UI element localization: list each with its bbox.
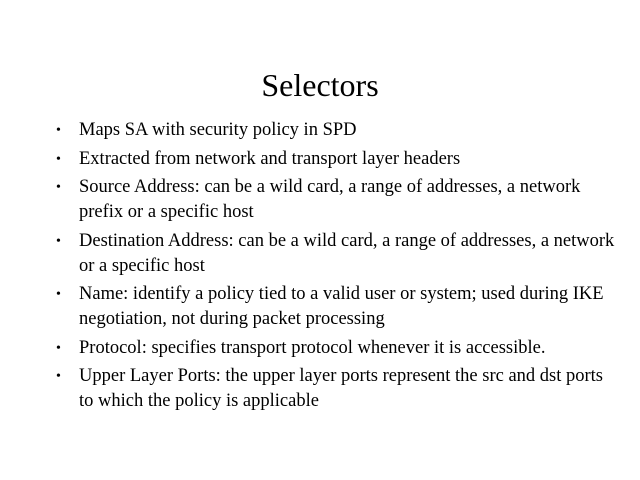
bullet-icon: • <box>56 123 61 138</box>
bullet-icon: • <box>56 287 61 302</box>
list-item <box>56 282 616 332</box>
bullet-icon: • <box>56 233 61 249</box>
list-item <box>56 229 616 279</box>
bullet-text: Name: identify a policy tied to a valid user or system; used during IKE negotiation, not during packet processing <box>79 284 604 329</box>
bullet-icon: • <box>56 369 61 384</box>
bullet-text: Extracted from network and transport layer headers <box>79 148 461 169</box>
bullet-text: Destination Address: can be a wild card, a range of addresses, a network or a specific host <box>79 230 615 276</box>
bullet-icon: • <box>56 151 61 167</box>
list-item <box>56 364 616 414</box>
list-item <box>56 336 616 361</box>
bullet-text: Protocol: specifies transport protocol whenever it is accessible. <box>79 337 546 358</box>
bullet-text: Maps SA with security policy in SPD <box>79 120 357 140</box>
bullet-text: Upper Layer Ports: the upper layer ports represent the src and dst ports to which the policy is applicable <box>79 366 604 411</box>
bullet-list <box>56 118 616 418</box>
bullet-text: Source Address: can be a wild card, a range of addresses, a network prefix or a specific host <box>79 177 581 222</box>
bullet-icon: • <box>56 180 61 195</box>
list-item <box>56 147 616 172</box>
list-item <box>56 118 616 143</box>
bullet-icon: • <box>56 340 61 356</box>
slide-title: Selectors <box>261 67 379 103</box>
list-item <box>56 175 616 225</box>
